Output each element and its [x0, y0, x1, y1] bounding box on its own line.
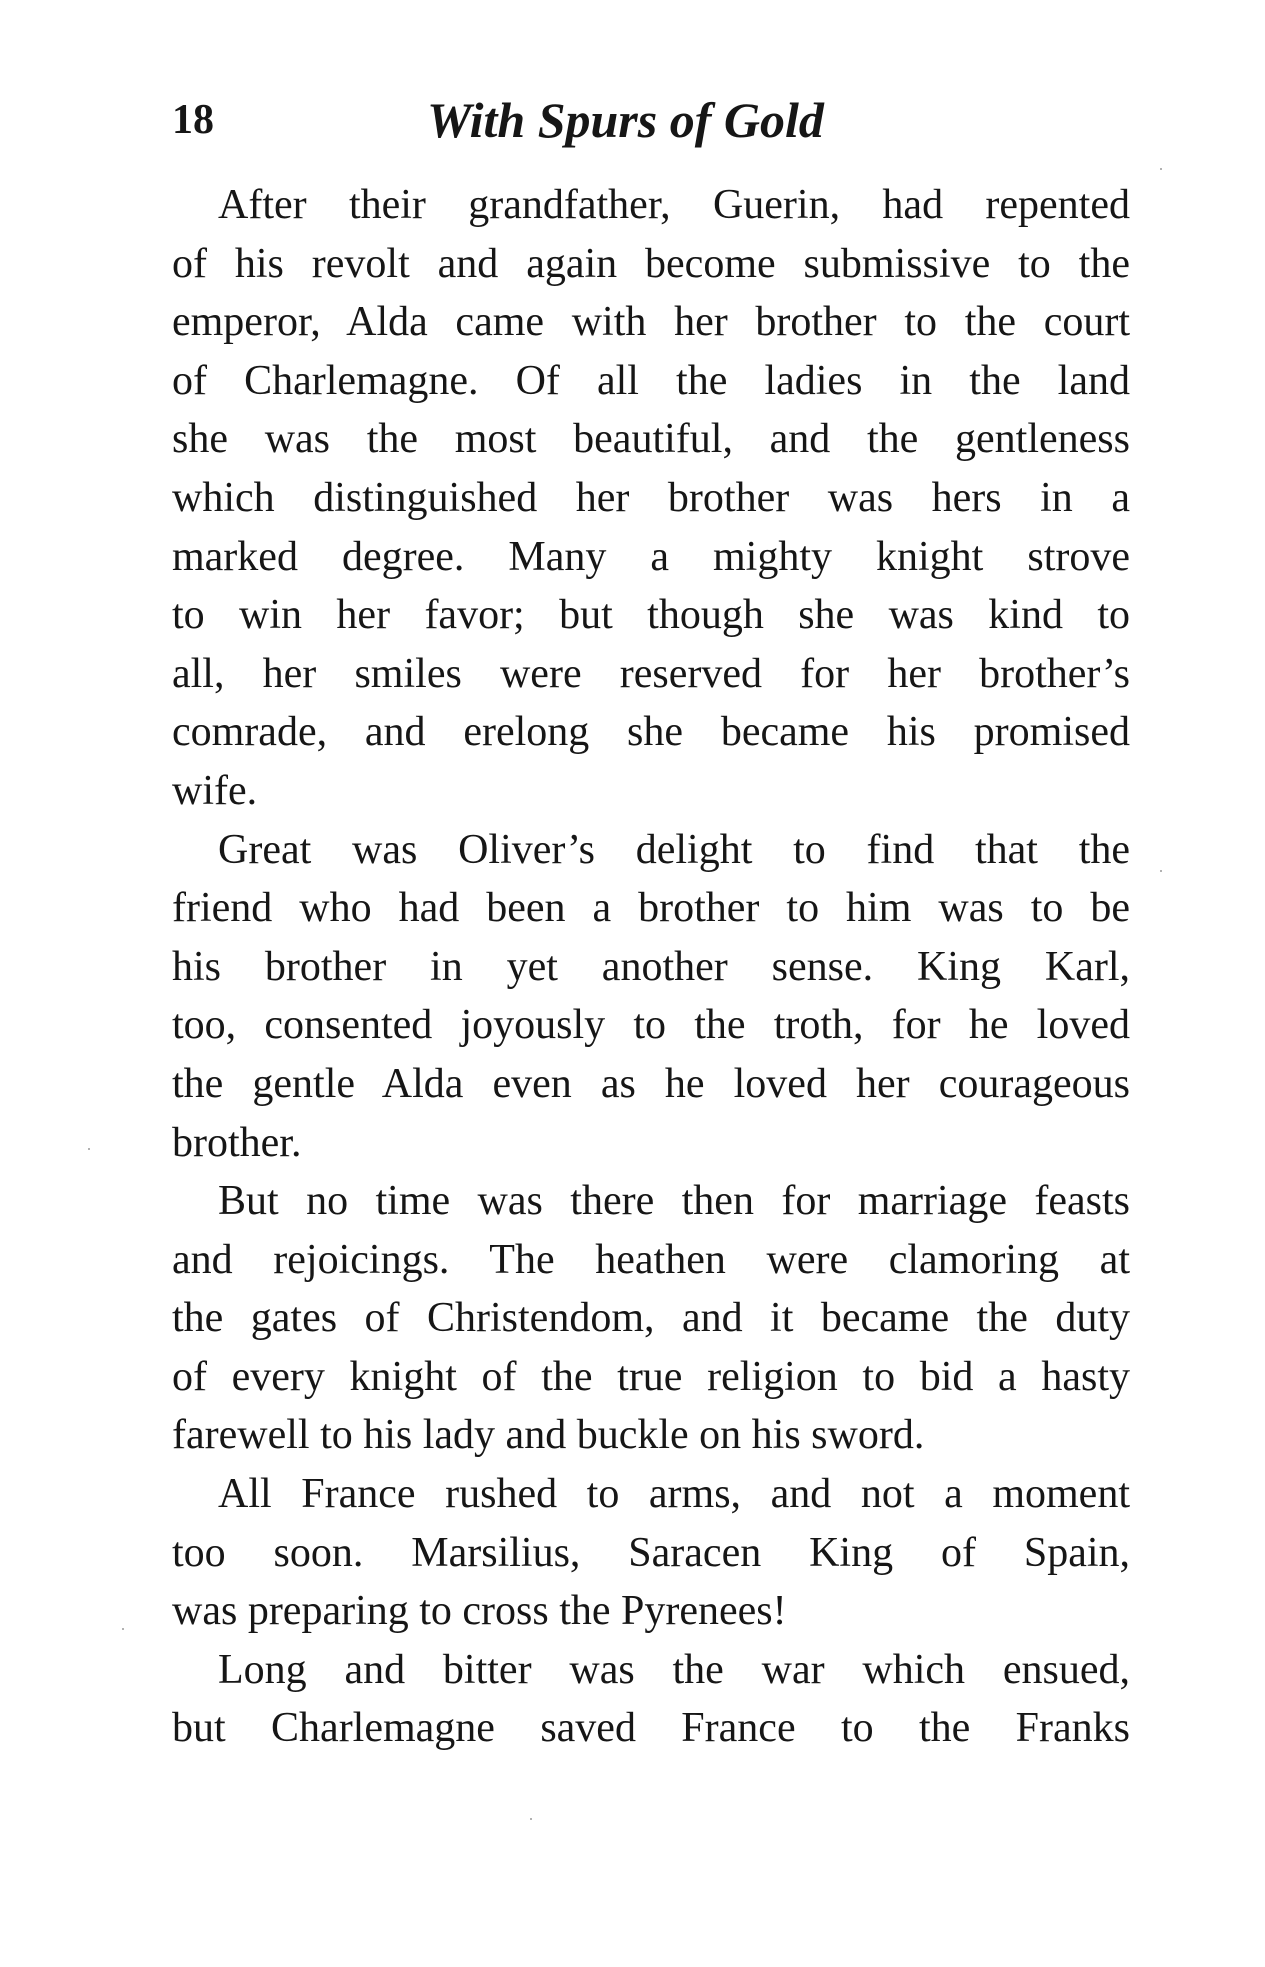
text-line: Great was Oliver’s delight to find that the	[218, 826, 1130, 873]
text-line: Long and bitter was the war which ensued,	[218, 1646, 1130, 1693]
text-line: which distinguished her brother was hers in a	[172, 474, 1130, 521]
text-line: but Charlemagne saved France to the Franks	[172, 1705, 1130, 1752]
text-line: marked degree. Many a mighty knight strove	[172, 533, 1130, 580]
text-line: friend who had been a brother to him was to be	[172, 885, 1130, 932]
running-title: With Spurs of Gold	[427, 92, 824, 148]
print-speck	[1160, 870, 1162, 872]
text-line: farewell to his lady and buckle on his sword.	[172, 1412, 925, 1459]
text-line: and rejoicings. The heathen were clamoring at	[172, 1236, 1130, 1283]
page-number: 18	[172, 97, 214, 143]
paragraph-2	[172, 821, 1130, 1173]
text-line: the gentle Alda even as he loved her courageous	[172, 1060, 1130, 1107]
print-speck	[1160, 168, 1162, 170]
paragraph-1	[172, 176, 1130, 821]
text-line: the gates of Christendom, and it became the duty	[172, 1295, 1130, 1342]
text-line: was preparing to cross the Pyrenees!	[172, 1588, 787, 1635]
text-line: comrade, and erelong she became his promised	[172, 709, 1130, 756]
text-line: After their grandfather, Guerin, had repented	[218, 182, 1130, 228]
paragraph-3	[172, 1172, 1130, 1465]
text-line: all, her smiles were reserved for her brother’s	[172, 650, 1130, 697]
text-line: wife.	[172, 767, 258, 814]
body-text	[172, 176, 1130, 1758]
print-speck	[122, 1628, 124, 1630]
text-line: she was the most beautiful, and the gentleness	[172, 416, 1130, 463]
paragraph-4	[172, 1465, 1130, 1641]
text-line: his brother in yet another sense. King Karl,	[172, 943, 1130, 990]
page-header	[172, 92, 1092, 152]
paragraph-5	[172, 1641, 1130, 1758]
print-speck	[530, 1818, 532, 1820]
text-line: of Charlemagne. Of all the ladies in the land	[172, 357, 1130, 404]
text-line: brother.	[172, 1119, 302, 1166]
text-line: too, consented joyously to the troth, for he loved	[172, 1002, 1130, 1049]
print-speck	[88, 1148, 90, 1150]
text-line: of his revolt and again become submissive to the	[172, 240, 1130, 287]
text-line: too soon. Marsilius, Saracen King of Spain,	[172, 1529, 1130, 1576]
text-line: of every knight of the true religion to bid a hasty	[172, 1353, 1130, 1400]
text-line: to win her favor; but though she was kind to	[172, 592, 1130, 639]
text-line: All France rushed to arms, and not a moment	[218, 1471, 1130, 1518]
text-line: But no time was there then for marriage feasts	[218, 1178, 1130, 1225]
text-line: emperor, Alda came with her brother to the court	[172, 299, 1130, 346]
